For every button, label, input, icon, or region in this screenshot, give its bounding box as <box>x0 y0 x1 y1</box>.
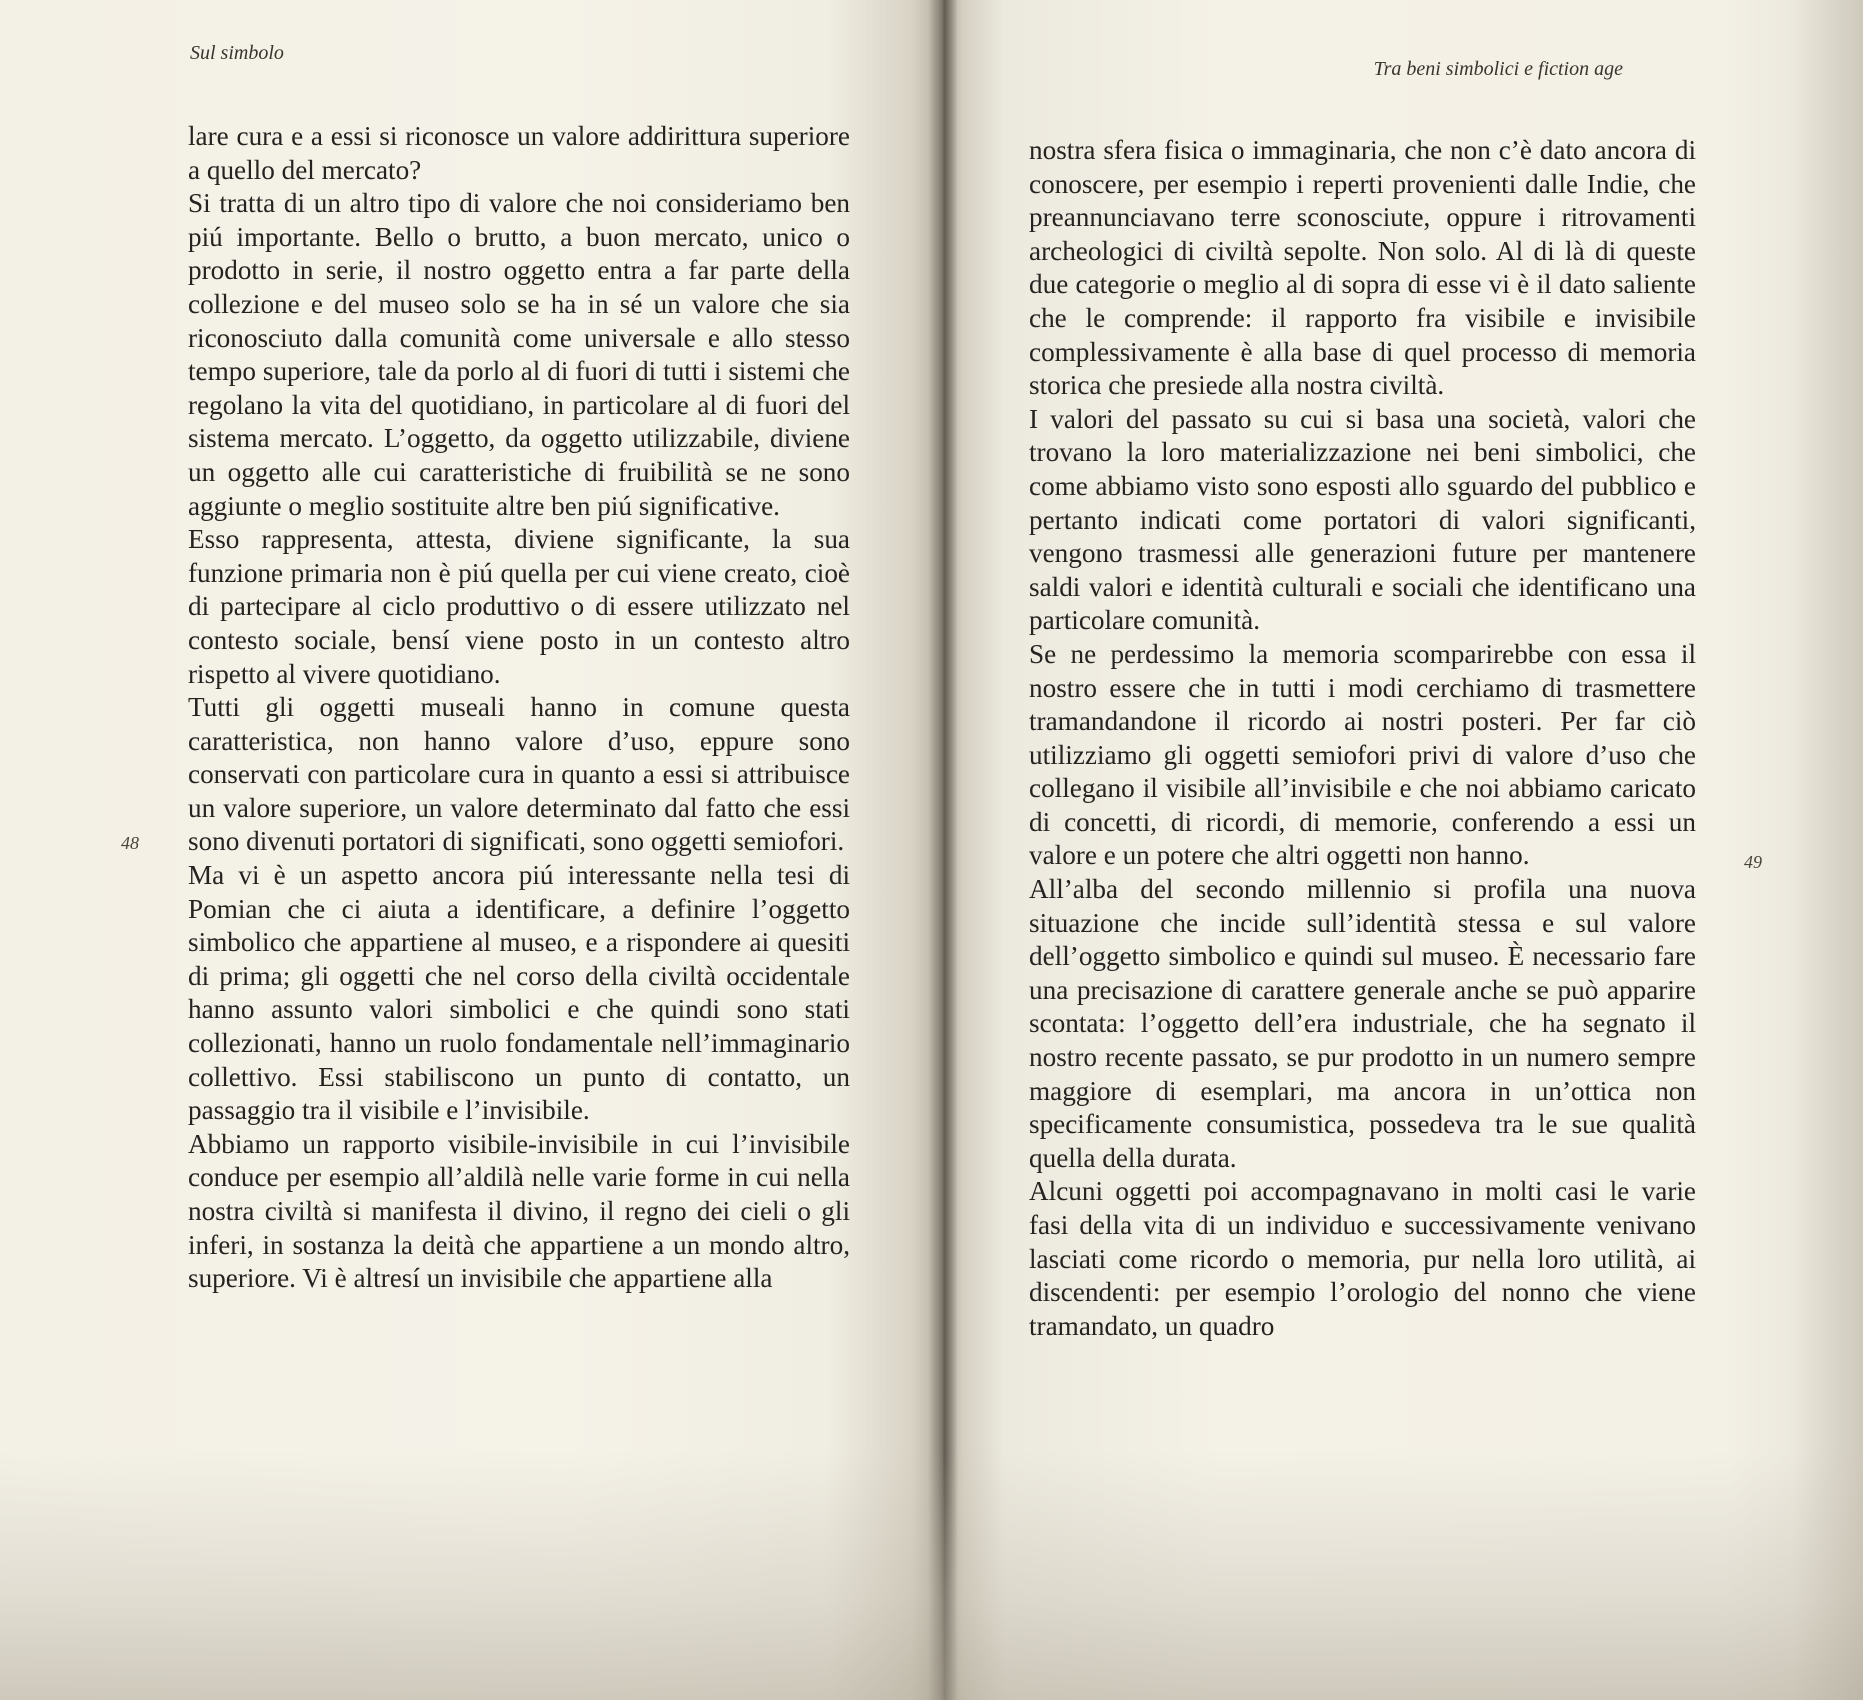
paragraph: Si tratta di un altro tipo di valore che noi consideriamo ben piú importante. Bello o brutto, a buon mercato, unico o prodotto in serie, il nostro oggetto entra a far parte della collezione e del museo solo se ha in sé un valore che sia riconosciuto dalla comunità come universale e allo stesso tempo superiore, tale da porlo al di fuori di tutti i sistemi che regolano la vita del quotidiano, in particolare al di fuori del sistema mercato. L’oggetto, da oggetto utilizzabile, diviene un oggetto alle cui caratteristiche di fruibilità se ne sono aggiunte o meglio sostituite altre ben piú significative. <box>188 188 850 521</box>
paragraph: lare cura e a essi si riconosce un valore addirittura superiore a quello del mercato? <box>188 121 850 185</box>
paragraph: Tutti gli oggetti museali hanno in comune questa caratteristica, non hanno valore d’uso, eppure sono conservati con particolare cura in quanto a essi si attribuisce un valore superiore, un valore determinato dal fatto che essi sono divenuti portatori di significati, sono oggetti semiofori. <box>188 692 850 857</box>
right-running-head: Tra beni simbolici e fiction age <box>1373 58 1623 80</box>
paragraph: nostra sfera fisica o immaginaria, che non c’è dato ancora di conoscere, per esempio i reperti provenienti dalle Indie, che preannunciavano terre sconosciute, oppure i ritrovamenti archeologici di civiltà sepolte. Non solo. Al di là di queste due categorie o meglio al di sopra di esse vi è il dato saliente che le comprende: il rapporto fra visibile e invisibile complessivamente è alla base di quel processo di memoria storica che presiede alla nostra civiltà. <box>1029 135 1696 401</box>
left-page-number: 48 <box>121 833 139 853</box>
paragraph: Ma vi è un aspetto ancora piú interessante nella tesi di Pomian che ci aiuta a identificare, a definire l’oggetto simbolico che appartiene al museo, e a rispondere ai quesiti di prima; gli oggetti che nel corso della civiltà occidentale hanno assunto valori simbolici e che quindi sono stati collezionati, hanno un ruolo fondamentale nell’immaginario collettivo. Essi stabiliscono un punto di contatto, un passaggio tra il visibile e l’invisibile. <box>188 860 850 1126</box>
paragraph: All’alba del secondo millennio si profila una nuova situazione che incide sull’identità stessa e sul valore dell’oggetto simbolico e quindi sul museo. È necessario fare una precisazione di carattere generale anche se può apparire scontata: l’oggetto dell’era industriale, che ha segnato il nostro recente passato, se pur prodotto in un numero sempre maggiore di esemplari, ma ancora in un’ottica non specificamente consumistica, possedeva tra le sue qualità quella della durata. <box>1029 874 1696 1173</box>
paragraph: Abbiamo un rapporto visibile-invisibile in cui l’invisibile conduce per esempio all’aldilà nelle varie forme in cui nella nostra civiltà si manifesta il divino, il regno dei cieli o gli inferi, in sostanza la deità che appartiene a un mondo altro, superiore. Vi è altresí un invisibile che appartiene alla <box>188 1128 850 1294</box>
right-page-number: 49 <box>1744 852 1762 872</box>
book-gutter-shadow <box>928 0 958 1700</box>
right-body-text <box>1029 134 1696 1343</box>
paragraph: Esso rappresenta, attesta, diviene significante, la sua funzione primaria non è piú quella per cui viene creato, cioè di partecipare al ciclo produttivo o di essere utilizzato nel contesto sociale, bensí viene posto in un contesto altro rispetto al vivere quotidiano. <box>188 524 850 689</box>
left-running-head: Sul simbolo <box>190 42 284 64</box>
paragraph: I valori del passato su cui si basa una società, valori che trovano la loro materializzazione nei beni simbolici, che come abbiamo visto sono esposti allo sguardo del pubblico e pertanto indicati come portatori di valori significanti, vengono trasmessi alle generazioni future per mantenere saldi valori e identità culturali e sociali che identificano una particolare comunità. <box>1029 403 1696 636</box>
paragraph: Se ne perdessimo la memoria scomparirebbe con essa il nostro essere che in tutti i modi cerchiamo di trasmettere tramandandone il ricordo ai nostri posteri. Per far ciò utilizziamo gli oggetti semiofori privi di valore d’uso che collegano il visibile all’invisibile e che noi abbiamo caricato di concetti, di ricordi, di memorie, conferendo a essi un valore e un potere che altri oggetti non hanno. <box>1029 638 1696 871</box>
left-body-text <box>188 120 850 1296</box>
paragraph: Alcuni oggetti poi accompagnavano in molti casi le varie fasi della vita di un individuo e successivamente venivano lasciati come ricordo o memoria, pur nella loro utilità, ai discendenti: per esempio l’orologio del nonno che viene tramandato, un quadro <box>1029 1176 1696 1341</box>
